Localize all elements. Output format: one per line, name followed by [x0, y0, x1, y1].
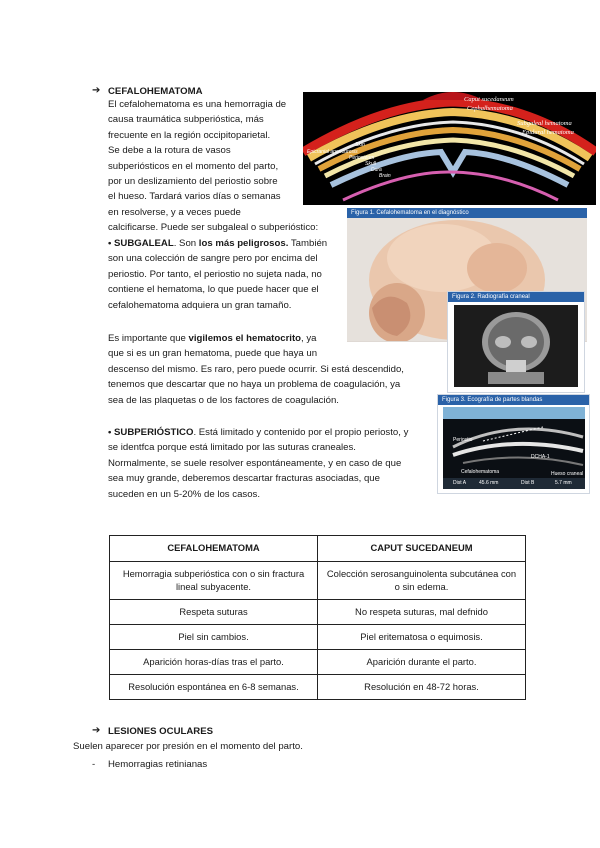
table-header-row — [110, 536, 526, 562]
figure-2-xray — [447, 291, 585, 393]
label-epidural: Epidural hematoma — [522, 129, 574, 136]
us-label-cefalohematoma: Cefalohematoma — [461, 469, 500, 475]
table-cell: Piel sin cambios. — [110, 625, 318, 650]
text-line: son una colección de sangre pero por encima del — [108, 253, 318, 265]
subperiostico-paragraph: • SUBPERIÓSTICO. Está limitado y contenido por el propio periosto, y se identfca porque está limitado por las suturas craneales. Normalmente, se suele resolver espontáneamente, y en caso de que sea muy grande, deberemos descartar fracturas asociadas, que suceden en un 5-20% de los casos. — [108, 425, 438, 502]
label-subgaleal: Subgaleal hematoma — [517, 120, 572, 127]
us-dist-a-value: 45.6 mm — [479, 480, 499, 486]
text-line: El cefalohematoma es una hemorragia de — [108, 99, 287, 110]
table-cell: Piel eritematosa o equimosis. — [318, 625, 526, 650]
us-dist-b-value: 5.7 mm — [555, 480, 572, 486]
table-row — [110, 650, 526, 675]
text-line: Normalmente, se suele resolver espontáneamente, y en caso de que — [108, 457, 402, 469]
table-cell: Colección serosanguinolenta subcutánea con o sin edema. — [318, 562, 526, 600]
us-label-dcha: DCHA-1 — [531, 454, 550, 460]
table-cell: Resolución espontánea en 6-8 semanas. — [110, 675, 318, 700]
us-label-periostio: Periostio — [453, 437, 473, 443]
ultrasound-image — [443, 407, 585, 489]
table-cell: Aparición horas-días tras el parto. — [110, 650, 318, 675]
column-header: CEFALOHEMATOMA — [110, 536, 318, 562]
label-aponeurosis: Epicranial aponeurosis — [307, 149, 358, 155]
us-label-hueso: Hueso craneal — [551, 471, 584, 477]
text-line: causa traumática subperióstica, más — [108, 114, 264, 126]
label-brain: Brain — [379, 173, 391, 179]
arrow-right-icon: ➔ — [92, 85, 101, 96]
table-row — [110, 562, 526, 600]
text-line: en resolverse, y a veces puede — [108, 206, 241, 218]
figure-1-caption: Figura 1. Cefalohematoma en el diagnóstico — [347, 208, 587, 218]
figure-2-caption: Figura 2. Radiografía craneal — [448, 292, 584, 302]
hematocrito-paragraph: Es importante que vigilemos el hematocrito, ya que si es un gran hematoma, puede que haya un descenso del mismo. Es raro, pero puede ocurrir. Si está descendido, tenemos que descartar que no haya un problema de coagulación, ya sea de las plaquetas o de los factores de coagulación. — [108, 331, 428, 408]
text-line: subperiósticos en el momento del parto, — [108, 160, 279, 172]
table-cell: No respeta suturas, mal defnido — [318, 600, 526, 625]
table-cell: Aparición durante el parto. — [318, 650, 526, 675]
table-cell: Hemorragia subperióstica con o sin fractura lineal subyacente. — [110, 562, 318, 600]
text-line: periostio. Por tanto, el periostio no sujeta nada, no — [108, 268, 322, 280]
text-line: cefalohematoma adquiera un gran tamaño. — [108, 299, 292, 311]
text-line: por un deslizamiento del periostio sobre — [108, 176, 278, 188]
list-item: Hemorragias retinianas — [108, 759, 208, 770]
us-dist-a-label: Dist A — [453, 480, 467, 486]
scalp-layers-diagram — [303, 92, 596, 205]
section-heading-oculares: LESIONES OCULARES — [108, 726, 214, 737]
text-line: contiene el hematoma, lo que puede hacer que el — [108, 284, 319, 296]
subperiostico-term: • SUBPERIÓSTICO — [108, 427, 194, 438]
text-line: descenso del mismo. Es raro, pero puede ocurrir. Si está descendido, — [108, 363, 404, 375]
table-row — [110, 675, 526, 700]
text-line: el hueso. Tardará varios días o semanas — [108, 191, 281, 203]
oculares-intro: Suelen aparecer por presión en el momento del parto. — [73, 741, 303, 752]
label-caput: Caput sucedaneum — [464, 96, 514, 103]
table-cell: Resolución en 48-72 horas. — [318, 675, 526, 700]
text-line: se identfca porque está limitado por las suturas craneales. — [108, 442, 356, 454]
subgaleal-paragraph: • SUBGALEAL. Son los más peligrosos. También son una colección de sangre pero por encima del periostio. Por tanto, el periostio no sujeta nada, no contiene el hematoma, lo que puede hacer que el cefalohematoma adquiera un gran tamaño. — [108, 236, 348, 313]
skull-xray-image — [448, 302, 584, 390]
list-dash: - — [92, 759, 96, 770]
arrow-right-icon: ➔ — [92, 725, 101, 736]
label-dura: Dura — [371, 167, 382, 173]
section-heading-cefalohematoma: CEFALOHEMATOMA — [108, 86, 203, 97]
text-line: frecuente en la región occipitoparietal. — [108, 129, 271, 141]
label-skin: Skin — [355, 142, 365, 148]
text-line: sea de las plaquetas o de los factores de coagulación. — [108, 394, 339, 406]
table-row — [110, 625, 526, 650]
cefalohematoma-intro — [108, 97, 319, 236]
figure-3-ultrasound — [437, 394, 590, 494]
us-dist-b-label: Dist B — [521, 480, 535, 486]
text-line: tenemos que descartar que no haya un problema de coagulación, ya — [108, 379, 401, 391]
subgaleal-term: • SUBGALEAL — [108, 238, 174, 249]
label-skull: Skull — [365, 161, 376, 167]
text-line: sea muy grande, deberemos descartar fracturas asociadas, que — [108, 473, 380, 485]
text-line: que si es un gran hematoma, puede que haya un — [108, 348, 318, 360]
text-line: suceden en un 5-20% de los casos. — [108, 488, 261, 500]
figure-3-caption: Figura 3. Ecografía de partes blandas — [438, 395, 589, 405]
column-header: CAPUT SUCEDANEUM — [318, 536, 526, 562]
comparison-table — [109, 535, 526, 700]
label-periosteum: Periosteum — [349, 155, 375, 161]
text-line: calcificarse. Puede ser subgaleal o subperióstico: — [108, 222, 319, 234]
table-row — [110, 600, 526, 625]
label-cephalhematoma: Cephalhematoma — [467, 105, 513, 112]
table-cell: Respeta suturas — [110, 600, 318, 625]
text-line: Se debe a la rotura de vasos — [108, 145, 231, 157]
